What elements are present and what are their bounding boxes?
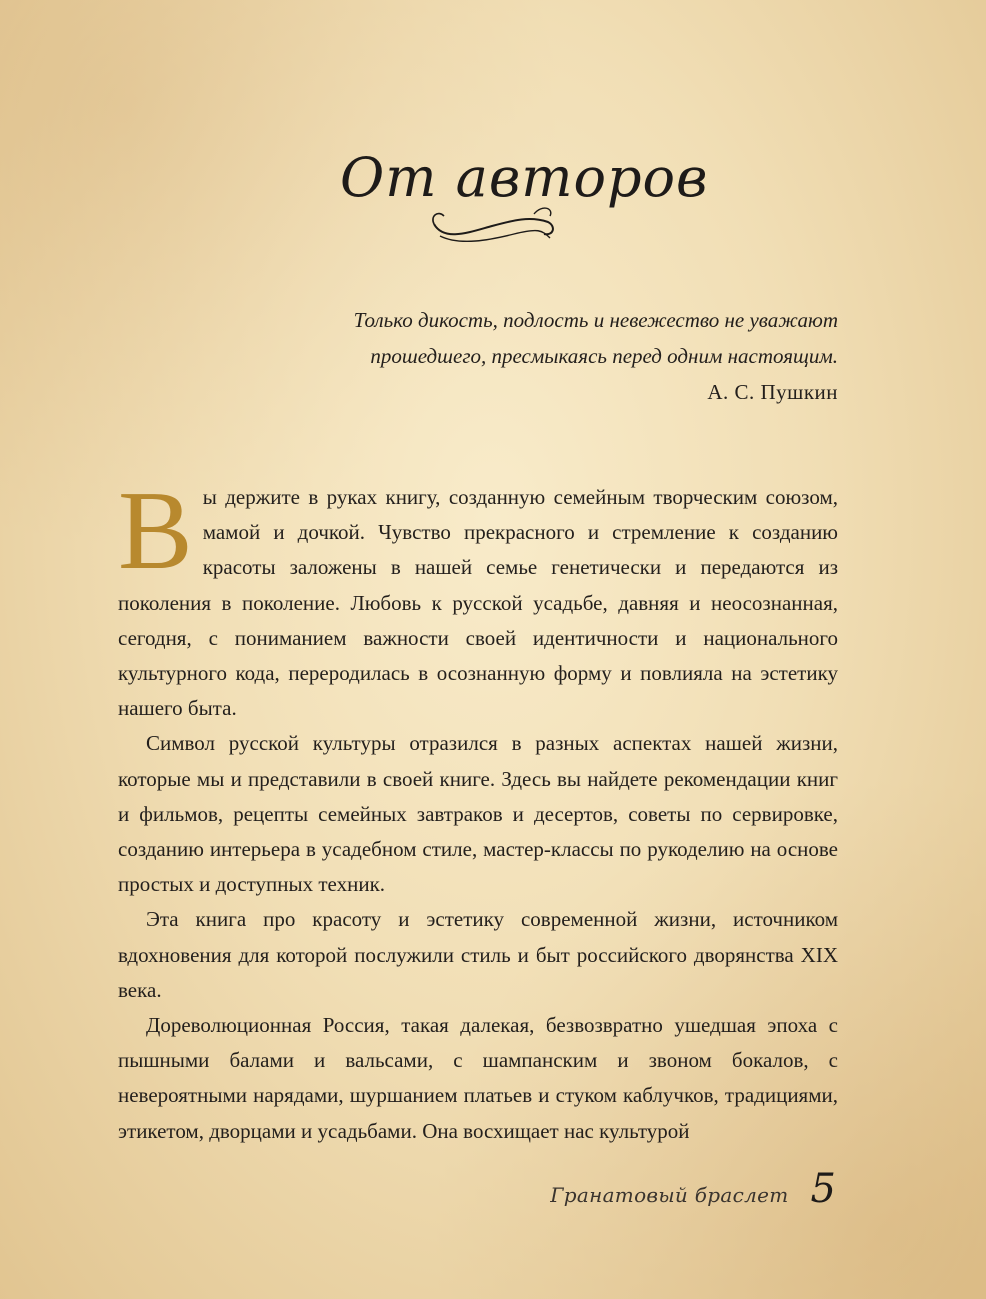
page-number: 5 [810, 1166, 836, 1212]
drop-cap: В [118, 469, 193, 593]
paragraph [118, 469, 838, 726]
epigraph-author: А. С. Пушкин [707, 380, 838, 404]
running-title: Гранатовый браслет [550, 1183, 789, 1207]
chapter-title: От авторов [340, 146, 709, 209]
body-text [118, 469, 838, 1149]
epigraph-line: прошедшего, пресмыкаясь перед одним настоящим. [370, 344, 838, 368]
paragraph-text: ы держите в руках книгу, созданную семейным творческим союзом, мамой и дочкой. Чувство прекрасного и стремление к созданию красоты заложены в нашей семье генетически и передаются из поколения в поколение. Любовь к русской усадьбе, давняя и неосознанная, сегодня, с пониманием важности своей идентичности и национального культурного кода, переродилась в осознанную форму и повлияла на эстетику нашего быта. [118, 485, 838, 721]
paragraph: Эта книга про красоту и эстетику современной жизни, источником вдохновения для которой послужили стиль и быт российского дворянства XIX века. [118, 907, 838, 1002]
flourish-ornament [430, 202, 560, 252]
chapter-heading [300, 132, 709, 262]
page-footer [550, 1166, 836, 1226]
paragraph: Символ русской культуры отразился в разных аспектах нашей жизни, которые мы и представили в своей книге. Здесь вы найдете рекомендации книг и фильмов, рецепты семейных завтраков и десертов, советы по сервировке, созданию интерьера в усадебном стиле, мастер-классы по рукоделию на основе простых и доступных техник. [118, 731, 838, 897]
epigraph-line: Только дикость, подлость и невежество не уважают [353, 308, 838, 332]
paragraph: Дореволюционная Россия, такая далекая, безвозвратно ушедшая эпоха с пышными балами и вальсами, с шампанским и звоном бокалов, с невероятными нарядами, шуршанием платьев и стуком каблучков, традициями, этикетом, дворцами и усадьбами. Она восхищает нас культурой [118, 1013, 838, 1143]
epigraph [278, 302, 838, 410]
